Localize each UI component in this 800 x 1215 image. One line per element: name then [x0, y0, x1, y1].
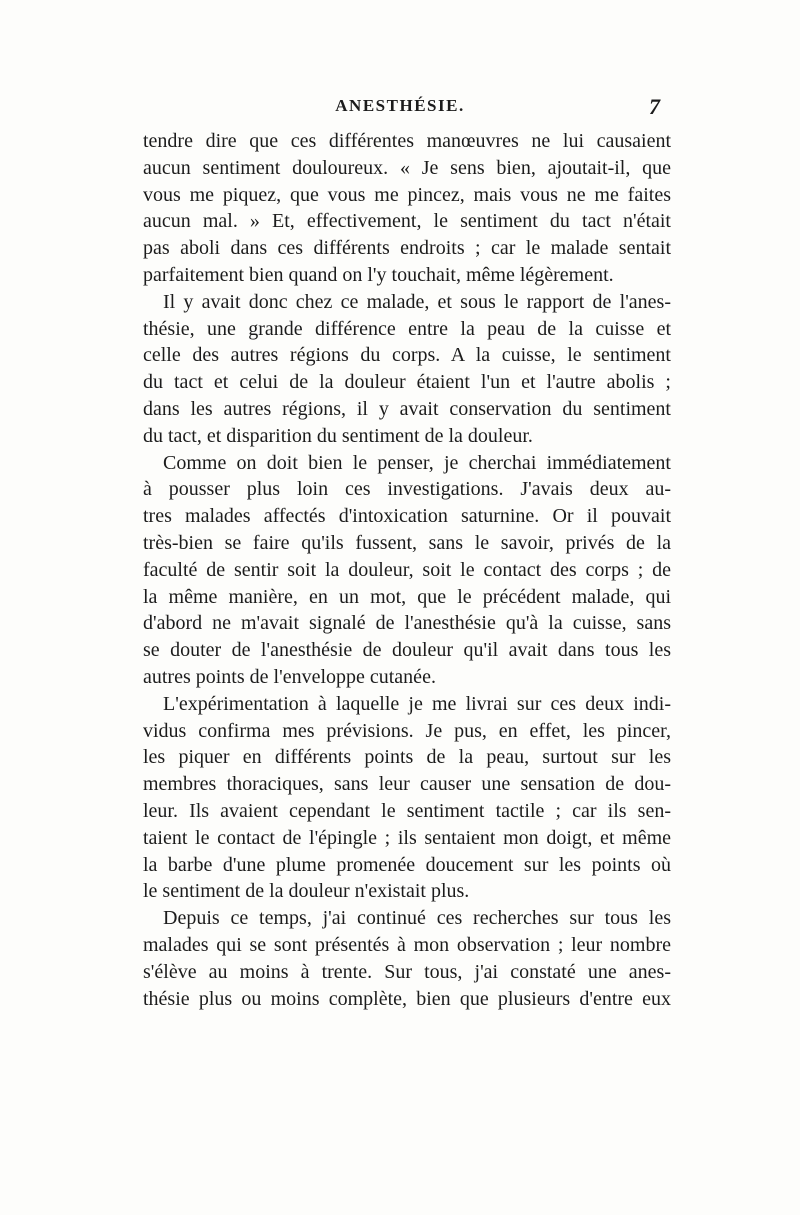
text-line: Depuis ce temps, j'ai continué ces recherches sur tous les [163, 907, 671, 930]
text-line: parfaitement bien quand on l'y touchait, même légèrement. [143, 263, 614, 286]
text-line: dans les autres régions, il y avait conservation du sentiment [143, 397, 671, 420]
running-title: ANESTHÉSIE. [335, 96, 465, 115]
text-line: taient le contact de l'épingle ; ils sentaient mon doigt, et même [143, 826, 671, 849]
text-line: la même manière, en un mot, que le précédent malade, qui [143, 585, 671, 608]
body-text [143, 128, 671, 1012]
text-line: aucun sentiment douloureux. « Je sens bien, ajoutait-il, que [143, 156, 671, 179]
text-line: aucun mal. » Et, effectivement, le sentiment du tact n'était [143, 210, 671, 233]
text-line: d'abord ne m'avait signalé de l'anesthésie qu'à la cuisse, sans [143, 612, 671, 635]
text-line: se douter de l'anesthésie de douleur qu'il avait dans tous les [143, 639, 671, 662]
text-line: la barbe d'une plume promenée doucement sur les points où [143, 853, 671, 876]
text-line: malades qui se sont présentés à mon observation ; leur nombre [143, 933, 671, 956]
text-line: les piquer en différents points de la peau, surtout sur les [143, 746, 671, 769]
text-line: du tact et celui de la douleur étaient l'un et l'autre abolis ; [143, 371, 671, 394]
text-line: Comme on doit bien le penser, je cherchai immédiatement [163, 451, 671, 474]
page-number: 7 [649, 94, 660, 119]
text-line: thésie plus ou moins complète, bien que plusieurs d'entre eux [143, 987, 671, 1010]
text-line: le sentiment de la douleur n'existait plus. [143, 880, 470, 903]
text-line: s'élève au moins à trente. Sur tous, j'ai constaté une anes- [143, 960, 671, 983]
text-line: Il y avait donc chez ce malade, et sous le rapport de l'anes- [163, 290, 671, 313]
text-line: faculté de sentir soit la douleur, soit le contact des corps ; de [143, 558, 671, 581]
text-line: celle des autres régions du corps. A la cuisse, le sentiment [143, 344, 671, 367]
text-line: très-bien se faire qu'ils fussent, sans le savoir, privés de la [143, 531, 671, 554]
text-line: du tact, et disparition du sentiment de la douleur. [143, 424, 533, 447]
text-line: L'expérimentation à laquelle je me livrai sur ces deux indi- [163, 692, 671, 715]
text-line: tendre dire que ces différentes manœuvres ne lui causaient [143, 130, 671, 152]
text-line: vous me piquez, que vous me pincez, mais vous ne me faites [143, 183, 671, 206]
text-line: à pousser plus loin ces investigations. J'avais deux au- [143, 478, 671, 501]
text-line: thésie, une grande différence entre la peau de la cuisse et [143, 317, 671, 340]
text-line: autres points de l'enveloppe cutanée. [143, 665, 436, 688]
running-head [140, 96, 660, 122]
text-line: leur. Ils avaient cependant le sentiment tactile ; car ils sen- [143, 799, 671, 822]
text-line: tres malades affectés d'intoxication saturnine. Or il pouvait [143, 505, 671, 528]
text-line: membres thoraciques, sans leur causer une sensation de dou- [143, 773, 671, 796]
text-line: vidus confirma mes prévisions. Je pus, en effet, les pincer, [143, 719, 671, 742]
text-line: pas aboli dans ces différents endroits ; car le malade sentait [143, 237, 671, 260]
